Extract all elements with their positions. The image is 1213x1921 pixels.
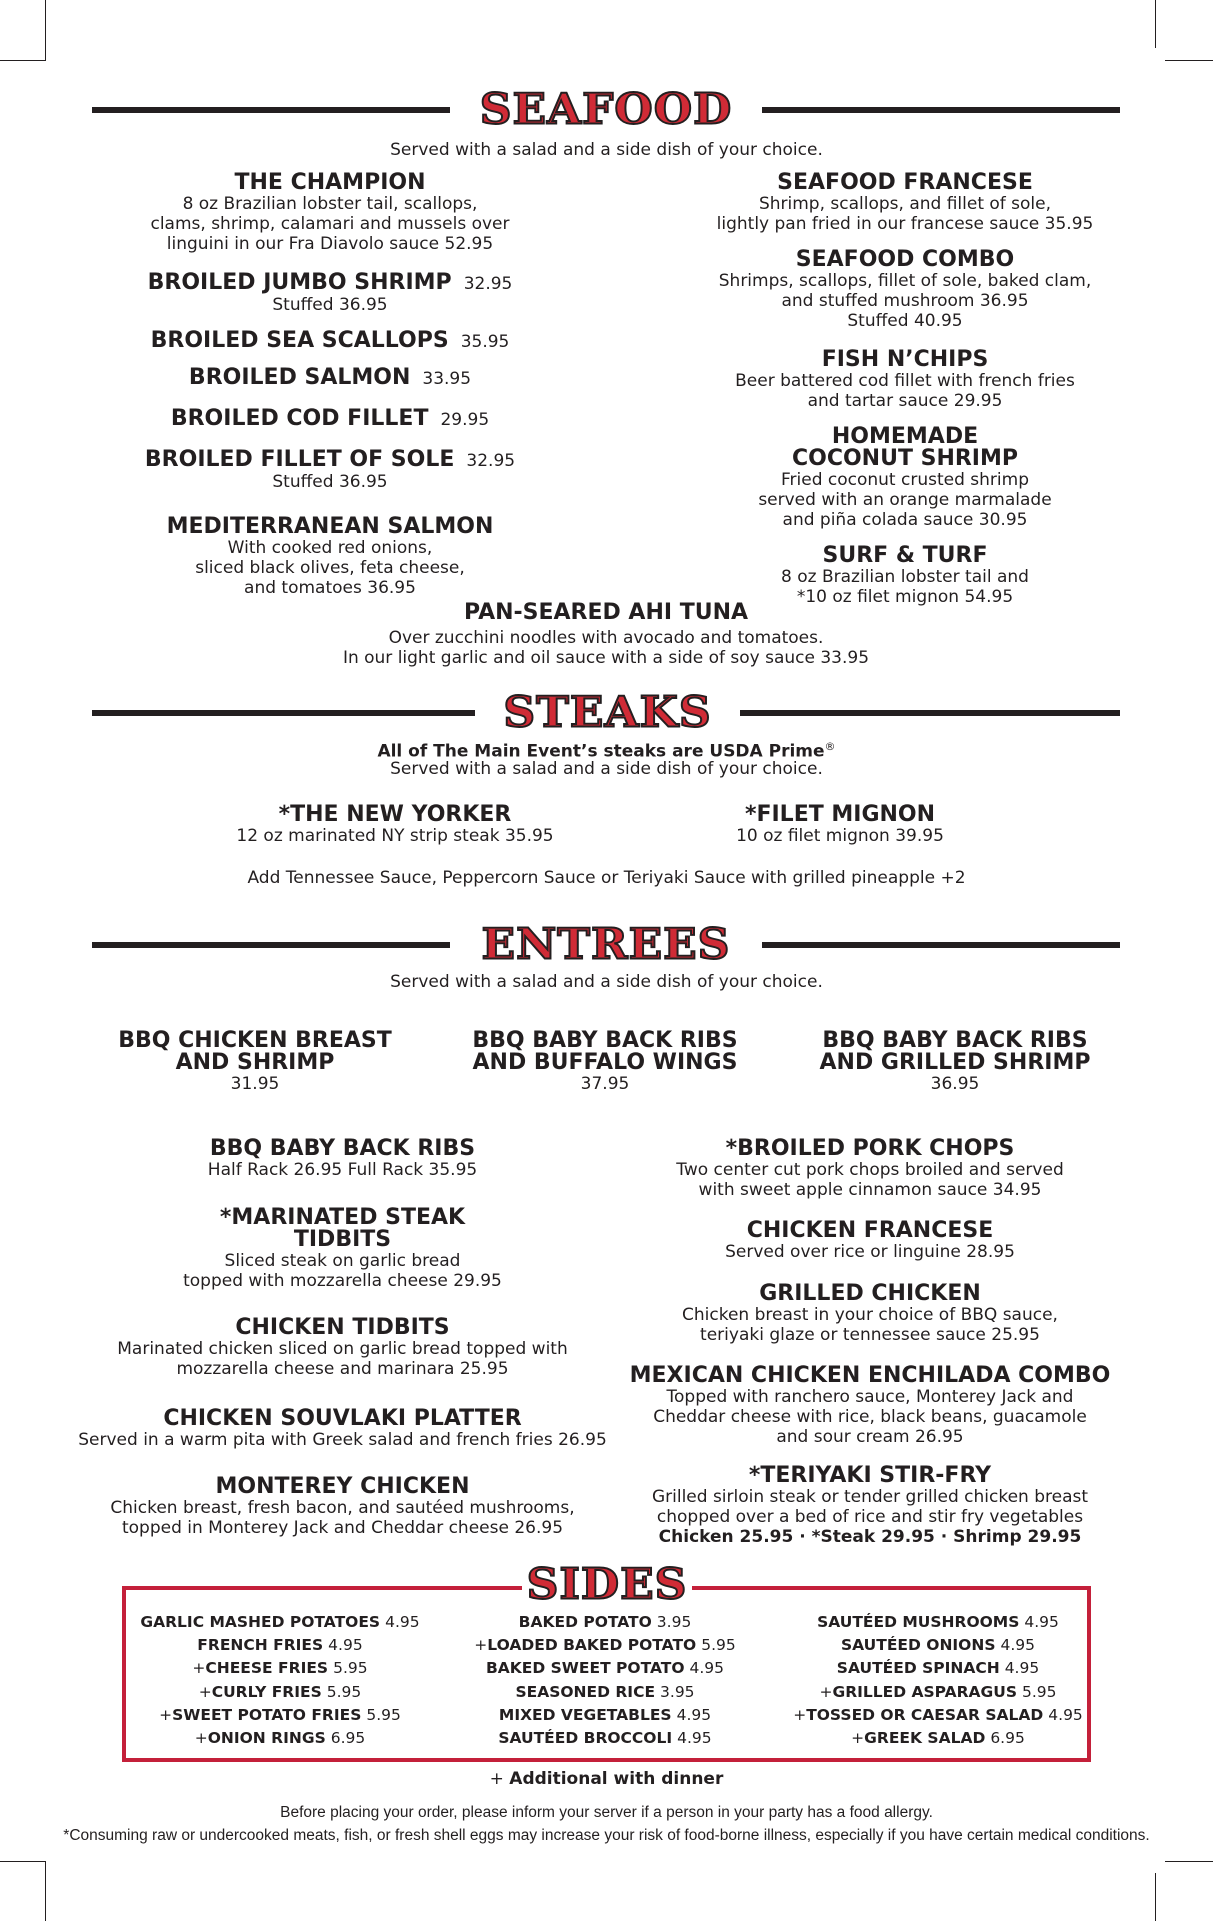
item-name (705, 249, 1105, 271)
side-item (788, 1634, 1088, 1657)
side-name: FRENCH FRIES (197, 1636, 324, 1655)
plus-symbol: + (489, 1769, 504, 1789)
item-name-text: MEXICAN CHICKEN ENCHILADA COMBO (629, 1363, 1111, 1388)
side-price: 3.95 (656, 1613, 692, 1631)
item-desc: Stuffed 40.95 (847, 311, 963, 331)
item-desc: sliced black olives, feta cheese, (195, 558, 465, 578)
item-desc: Shrimps, scallops, fillet of sole, baked clam, (718, 271, 1092, 291)
item-name-text: BROILED COD FILLET (170, 406, 429, 431)
side-item (130, 1727, 430, 1750)
seafood-heading: SEAFOOD (479, 85, 733, 134)
item-desc: and tartar sauce 29.95 (807, 391, 1003, 411)
item-name: *THE NEW YORKER (278, 802, 512, 827)
crop-mark (0, 1861, 46, 1862)
menu-item (705, 545, 1105, 607)
menu-item (620, 1138, 1120, 1200)
steaks-addon: Add Tennessee Sauce, Peppercorn Sauce or Teriyaki Sauce with grilled pineapple +2 (247, 868, 966, 888)
item-name (130, 449, 530, 472)
sides-column (455, 1611, 755, 1750)
item-name (130, 272, 530, 295)
item-name (705, 545, 1105, 567)
item-name-text: *MARINATED STEAK (219, 1205, 466, 1230)
section-rule (740, 710, 1120, 716)
item-name (705, 349, 1105, 371)
seafood-note: Served with a salad and a side dish of your choice. (390, 140, 823, 160)
item-desc: topped in Monterey Jack and Cheddar cheese 26.95 (121, 1518, 564, 1538)
side-item (455, 1634, 755, 1657)
item-name (620, 1220, 1120, 1242)
menu-item (705, 426, 1105, 530)
item-desc: Stuffed 36.95 (272, 295, 388, 315)
item-name (60, 1408, 625, 1430)
item-desc: Fried coconut crusted shrimp (780, 470, 1029, 490)
side-item (130, 1657, 430, 1680)
item-desc: Two center cut pork chops broiled and served (676, 1160, 1064, 1180)
menu-item (130, 330, 530, 353)
item-name-text: CHICKEN TIDBITS (235, 1315, 450, 1340)
item-desc: chopped over a bed of rice and stir fry vegetables (656, 1507, 1084, 1527)
menu-item-new-yorker (195, 804, 595, 846)
item-name (130, 367, 530, 390)
item-desc: with sweet apple cinnamon sauce 34.95 (698, 1180, 1042, 1200)
item-desc: Served in a warm pita with Greek salad and french fries 26.95 (78, 1430, 607, 1450)
item-desc: Over zucchini noodles with avocado and tomatoes. (388, 628, 824, 648)
menu-item (105, 1030, 405, 1094)
side-item (455, 1727, 755, 1750)
item-prices-bold: Chicken 25.95 · *Steak 29.95 · Shrimp 29.95 (658, 1527, 1082, 1547)
additional-note (0, 1769, 1213, 1789)
item-price: 29.95 (440, 410, 490, 430)
crop-mark (45, 0, 46, 60)
menu-item (620, 1220, 1120, 1262)
section-rule (762, 107, 1120, 113)
item-name: PAN-SEARED AHI TUNA (463, 600, 749, 625)
item-desc: and tomatoes 36.95 (244, 578, 416, 598)
item-desc: Served over rice or linguine 28.95 (725, 1242, 1015, 1262)
item-name (455, 1030, 755, 1052)
side-price: 4.95 (1024, 1613, 1059, 1631)
item-name (620, 1465, 1120, 1487)
section-rule (92, 107, 450, 113)
section-rule (762, 942, 1120, 948)
side-name: GRILLED ASPARAGUS (832, 1682, 1017, 1701)
item-desc: Beer battered cod fillet with french fries (735, 371, 1075, 391)
section-rule (92, 942, 450, 948)
item-desc: In our light garlic and oil sauce with a side of soy sauce 33.95 (342, 648, 870, 668)
item-desc: linguini in our Fra Diavolo sauce 52.95 (166, 234, 494, 254)
item-name-text: *TERIYAKI STIR-FRY (748, 1463, 992, 1488)
item-desc: 10 oz filet mignon 39.95 (736, 826, 944, 846)
item-desc: and piña colada sauce 30.95 (782, 510, 1028, 530)
item-name-line2: AND GRILLED SHRIMP (819, 1050, 1091, 1075)
crop-mark (1155, 0, 1156, 48)
menu-item (130, 408, 530, 431)
item-price: 37.95 (580, 1074, 630, 1094)
side-name: GARLIC MASHED POTATOES (140, 1613, 381, 1631)
menu-item (60, 1476, 625, 1538)
item-desc: Chicken breast in your choice of BBQ sauce, (682, 1305, 1058, 1325)
plus-symbol: + (474, 1636, 488, 1655)
item-name (620, 1283, 1120, 1305)
item-desc: 12 oz marinated NY strip steak 35.95 (236, 826, 554, 846)
allergy-notice: Before placing your order, please inform your server if a person in your party has a food allergy. (280, 1804, 933, 1821)
item-name (620, 1365, 1120, 1387)
sides-column (130, 1611, 430, 1750)
item-name-text: BROILED FILLET OF SOLE (144, 447, 455, 472)
item-desc: clams, shrimp, calamari and mussels over (150, 214, 510, 234)
side-item (788, 1611, 1088, 1634)
menu-item (60, 1207, 625, 1291)
item-name (60, 1207, 625, 1229)
menu-item (60, 1317, 625, 1379)
item-name: *FILET MIGNON (744, 802, 936, 827)
menu-item (805, 1030, 1105, 1094)
item-desc: teriyaki glaze or tennessee sauce 25.95 (700, 1325, 1040, 1345)
side-item (788, 1657, 1088, 1680)
menu-item-ahi-tuna (256, 602, 956, 668)
menu-item (130, 449, 530, 492)
item-desc: topped with mozzarella cheese 29.95 (183, 1271, 502, 1291)
item-price: 31.95 (230, 1074, 280, 1094)
side-item (130, 1704, 430, 1727)
side-price: 4.95 (1000, 1636, 1036, 1655)
item-desc: Chicken breast, fresh bacon, and sautéed mushrooms, (110, 1498, 575, 1518)
item-name (620, 1138, 1120, 1160)
menu-item (60, 1138, 625, 1180)
item-desc: 8 oz Brazilian lobster tail and (781, 567, 1029, 587)
menu-item (130, 172, 530, 254)
item-price: 36.95 (930, 1074, 980, 1094)
plus-symbol: + (819, 1682, 833, 1701)
item-price: 32.95 (463, 274, 513, 294)
item-desc: Shrimp, scallops, and fillet of sole, (758, 194, 1052, 214)
menu-item (705, 249, 1105, 331)
side-price: 6.95 (990, 1729, 1025, 1748)
item-name-text: BROILED SEA SCALLOPS (150, 328, 449, 353)
item-name-text: *BROILED PORK CHOPS (725, 1136, 1015, 1161)
side-price: 4.95 (385, 1613, 420, 1631)
side-name: ONION RINGS (207, 1729, 326, 1748)
crop-mark (0, 60, 46, 61)
side-price: 4.95 (328, 1636, 363, 1655)
side-price: 5.95 (366, 1705, 401, 1724)
item-name-text: SURF & TURF (822, 543, 988, 568)
side-price: 5.95 (333, 1659, 368, 1678)
menu-item (130, 367, 530, 390)
plus-symbol: + (159, 1705, 173, 1724)
menu-item (705, 172, 1105, 234)
item-desc: lightly pan fried in our francese sauce 35.95 (716, 214, 1094, 234)
side-name: CURLY FRIES (211, 1682, 322, 1701)
item-desc: Cheddar cheese with rice, black beans, guacamole (653, 1407, 1087, 1427)
crop-mark (45, 1862, 46, 1921)
menu-item (705, 349, 1105, 411)
side-name: SAUTÉED ONIONS (840, 1636, 996, 1655)
side-item (130, 1634, 430, 1657)
item-desc: mozzarella cheese and marinara 25.95 (176, 1359, 509, 1379)
additional-text: Additional with dinner (509, 1769, 724, 1789)
item-desc: 8 oz Brazilian lobster tail, scallops, (182, 194, 478, 214)
side-item (130, 1681, 430, 1704)
side-price: 3.95 (660, 1682, 695, 1701)
item-name-text: FISH N’CHIPS (821, 347, 989, 372)
side-name: LOADED BAKED POTATO (487, 1636, 697, 1655)
item-name-text: BBQ BABY BACK RIBS (209, 1136, 476, 1161)
menu-item (455, 1030, 755, 1094)
side-name: SWEET POTATO FRIES (172, 1705, 362, 1724)
side-price: 4.95 (1048, 1705, 1083, 1724)
item-name-text: BROILED SALMON (188, 365, 411, 390)
side-item (455, 1681, 755, 1704)
item-name-text: HOMEMADE (831, 424, 979, 449)
item-price: 35.95 (460, 332, 510, 352)
item-name (60, 1476, 625, 1498)
item-desc: Stuffed 36.95 (272, 472, 388, 492)
side-name: BAKED POTATO (518, 1613, 652, 1631)
registered-mark: ® (824, 740, 836, 753)
item-name (130, 408, 530, 431)
side-name: SAUTÉED SPINACH (836, 1659, 1000, 1678)
side-item (788, 1704, 1088, 1727)
item-desc: Topped with ranchero sauce, Monterey Jack and (666, 1387, 1074, 1407)
side-name: BAKED SWEET POTATO (485, 1659, 685, 1678)
item-name-text: BBQ BABY BACK RIBS (472, 1028, 738, 1053)
menu-item-filet-mignon (640, 804, 1040, 846)
item-name (60, 1317, 625, 1339)
item-name-line2: AND SHRIMP (175, 1050, 335, 1075)
side-price: 5.95 (701, 1636, 736, 1655)
item-name-text: CHICKEN SOUVLAKI PLATTER (163, 1406, 522, 1431)
side-name: SAUTÉED MUSHROOMS (817, 1613, 1020, 1631)
item-name-line2: AND BUFFALO WINGS (472, 1050, 738, 1075)
item-name (805, 1030, 1105, 1052)
item-name-line2: COCONUT SHRIMP (791, 446, 1019, 471)
item-desc: With cooked red onions, (227, 538, 433, 558)
item-desc: *10 oz filet mignon 54.95 (796, 587, 1014, 607)
plus-symbol: + (851, 1729, 865, 1748)
side-item (788, 1681, 1088, 1704)
side-price: 5.95 (1022, 1682, 1057, 1701)
side-item (455, 1611, 755, 1634)
crop-mark (1155, 1873, 1156, 1921)
item-name-text: THE CHAMPION (234, 170, 426, 195)
side-item (455, 1704, 755, 1727)
plus-symbol: + (194, 1729, 208, 1748)
side-price: 4.95 (676, 1705, 712, 1724)
plus-symbol: + (198, 1682, 212, 1701)
item-name-text: MEDITERRANEAN SALMON (166, 514, 494, 539)
menu-item (130, 272, 530, 315)
side-name: TOSSED OR CAESAR SALAD (806, 1705, 1044, 1724)
item-desc: and stuffed mushroom 36.95 (781, 291, 1029, 311)
item-name-text: SEAFOOD FRANCESE (777, 170, 1033, 195)
side-price: 5.95 (326, 1682, 362, 1701)
entrees-heading: ENTREES (481, 920, 731, 969)
item-name-text: CHICKEN FRANCESE (746, 1218, 994, 1243)
item-name-text: BROILED JUMBO SHRIMP (147, 270, 452, 295)
item-desc: Half Rack 26.95 Full Rack 35.95 (207, 1160, 478, 1180)
item-name (130, 516, 530, 538)
side-name: GREEK SALAD (864, 1729, 986, 1748)
section-rule (92, 710, 475, 716)
crop-mark (1165, 60, 1213, 61)
side-price: 6.95 (330, 1729, 366, 1748)
item-desc: Sliced steak on garlic bread (224, 1251, 461, 1271)
item-name (105, 1030, 405, 1052)
side-price: 4.95 (1004, 1659, 1040, 1678)
side-name: SEASONED RICE (515, 1682, 656, 1701)
item-desc: served with an orange marmalade (758, 490, 1052, 510)
steaks-note-prime (0, 737, 1213, 762)
side-item (455, 1657, 755, 1680)
side-name: SAUTÉED BROCCOLI (498, 1729, 673, 1748)
menu-item (60, 1408, 625, 1450)
item-name (130, 172, 530, 194)
steaks-note: Served with a salad and a side dish of your choice. (390, 759, 823, 779)
side-item (788, 1727, 1088, 1750)
side-name: MIXED VEGETABLES (498, 1705, 672, 1724)
entrees-note: Served with a salad and a side dish of your choice. (390, 972, 823, 992)
item-desc: and sour cream 26.95 (776, 1427, 964, 1447)
plus-symbol: + (192, 1659, 206, 1678)
item-desc: Grilled sirloin steak or tender grilled chicken breast (651, 1487, 1089, 1507)
menu-item (620, 1465, 1120, 1547)
side-item (130, 1611, 430, 1634)
side-price: 4.95 (677, 1729, 712, 1748)
item-name (705, 426, 1105, 448)
item-name-text: BBQ CHICKEN BREAST (118, 1028, 392, 1053)
crop-mark (1165, 1861, 1213, 1862)
item-price: 33.95 (422, 369, 472, 389)
item-price: 32.95 (466, 451, 516, 471)
sides-column (788, 1611, 1088, 1750)
steaks-heading: STEAKS (503, 688, 712, 737)
item-name-text: BBQ BABY BACK RIBS (822, 1028, 1088, 1053)
item-name-line2: TIDBITS (293, 1227, 392, 1252)
sides-heading: SIDES (522, 1561, 692, 1609)
plus-symbol: + (793, 1705, 807, 1724)
prime-text: All of The Main Event’s steaks are USDA Prime (377, 741, 825, 762)
item-name (60, 1138, 625, 1160)
item-name-text: MONTEREY CHICKEN (215, 1474, 470, 1499)
item-desc: Marinated chicken sliced on garlic bread topped with (117, 1339, 568, 1359)
item-name-text: GRILLED CHICKEN (759, 1281, 981, 1306)
item-name (130, 330, 530, 353)
side-name: CHEESE FRIES (205, 1659, 329, 1678)
side-price: 4.95 (689, 1659, 725, 1678)
item-name (705, 172, 1105, 194)
consumer-warning: *Consuming raw or undercooked meats, fish, or fresh shell eggs may increase your risk of food-borne illness, especially if you have certain medical conditions. (63, 1827, 1150, 1844)
menu-item (620, 1283, 1120, 1345)
menu-item (620, 1365, 1120, 1447)
item-name-text: SEAFOOD COMBO (795, 247, 1015, 272)
menu-item (130, 516, 530, 598)
